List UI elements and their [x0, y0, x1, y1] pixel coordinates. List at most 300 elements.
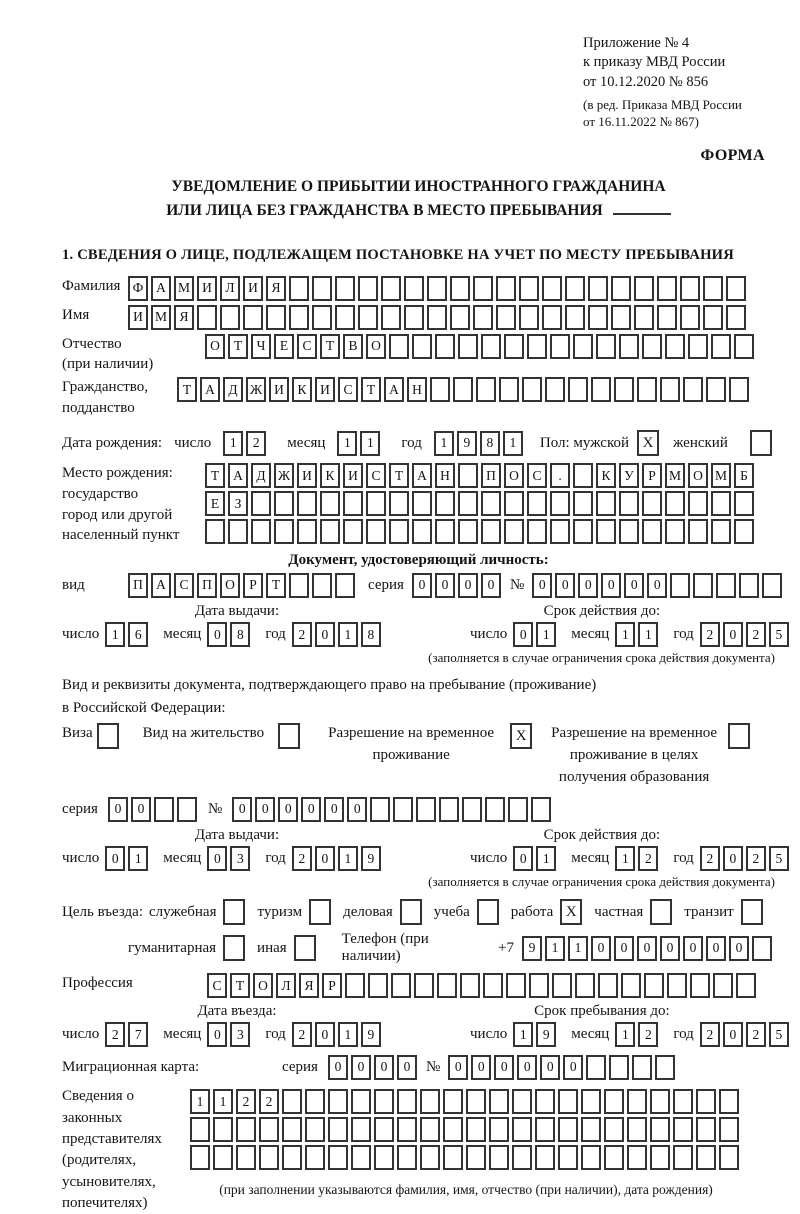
char-cell[interactable]: [381, 305, 401, 330]
day-cell[interactable]: 9: [536, 1022, 556, 1047]
char-cell[interactable]: [312, 305, 332, 330]
char-cell[interactable]: А: [228, 463, 248, 488]
char-cell[interactable]: [734, 334, 754, 359]
year-cell[interactable]: 2: [292, 1022, 312, 1047]
char-cell[interactable]: Ж: [246, 377, 266, 402]
char-cell[interactable]: П: [481, 463, 501, 488]
char-cell[interactable]: [351, 1117, 371, 1142]
year-cell[interactable]: 0: [315, 846, 335, 871]
char-cell[interactable]: 0: [729, 936, 749, 961]
char-cell[interactable]: [397, 1089, 417, 1114]
char-cell[interactable]: [711, 491, 731, 516]
char-cell[interactable]: [703, 305, 723, 330]
char-cell[interactable]: [673, 1089, 693, 1114]
char-cell[interactable]: [729, 377, 749, 402]
char-cell[interactable]: [506, 973, 526, 998]
char-cell[interactable]: Р: [642, 463, 662, 488]
char-cell[interactable]: [690, 973, 710, 998]
char-cell[interactable]: И: [128, 305, 148, 330]
char-cell[interactable]: [259, 1117, 279, 1142]
char-cell[interactable]: [575, 973, 595, 998]
year-cell[interactable]: 2: [700, 622, 720, 647]
char-cell[interactable]: 8: [480, 431, 500, 456]
char-cell[interactable]: [642, 519, 662, 544]
char-cell[interactable]: [450, 276, 470, 301]
char-cell[interactable]: 0: [374, 1055, 394, 1080]
char-cell[interactable]: [739, 573, 759, 598]
char-cell[interactable]: [586, 1055, 606, 1080]
char-cell[interactable]: [381, 276, 401, 301]
char-cell[interactable]: [644, 973, 664, 998]
char-cell[interactable]: И: [269, 377, 289, 402]
char-cell[interactable]: [573, 463, 593, 488]
char-cell[interactable]: Т: [361, 377, 381, 402]
char-cell[interactable]: [550, 491, 570, 516]
char-cell[interactable]: [389, 334, 409, 359]
char-cell[interactable]: [611, 276, 631, 301]
char-cell[interactable]: [535, 1117, 555, 1142]
char-cell[interactable]: [335, 573, 355, 598]
char-cell[interactable]: [665, 334, 685, 359]
char-cell[interactable]: К: [320, 463, 340, 488]
char-cell[interactable]: Т: [177, 377, 197, 402]
char-cell[interactable]: [460, 973, 480, 998]
char-cell[interactable]: [485, 797, 505, 822]
char-cell[interactable]: [519, 276, 539, 301]
year-cell[interactable]: 0: [723, 622, 743, 647]
char-cell[interactable]: А: [384, 377, 404, 402]
char-cell[interactable]: [297, 519, 317, 544]
char-cell[interactable]: [236, 1117, 256, 1142]
char-cell[interactable]: [519, 305, 539, 330]
day-cell[interactable]: 7: [128, 1022, 148, 1047]
day-cell[interactable]: 6: [128, 622, 148, 647]
char-cell[interactable]: 0: [540, 1055, 560, 1080]
char-cell[interactable]: [545, 377, 565, 402]
char-cell[interactable]: Д: [251, 463, 271, 488]
month-cell[interactable]: 0: [207, 622, 227, 647]
char-cell[interactable]: [412, 491, 432, 516]
char-cell[interactable]: [604, 1089, 624, 1114]
year-cell[interactable]: 0: [723, 846, 743, 871]
char-cell[interactable]: [282, 1117, 302, 1142]
char-cell[interactable]: [627, 1145, 647, 1170]
char-cell[interactable]: [274, 491, 294, 516]
char-cell[interactable]: 2: [246, 431, 266, 456]
day-cell[interactable]: 1: [128, 846, 148, 871]
char-cell[interactable]: [251, 491, 271, 516]
char-cell[interactable]: [558, 1145, 578, 1170]
char-cell[interactable]: [632, 1055, 652, 1080]
char-cell[interactable]: [397, 1145, 417, 1170]
char-cell[interactable]: [696, 1117, 716, 1142]
char-cell[interactable]: 0: [578, 573, 598, 598]
char-cell[interactable]: [696, 1145, 716, 1170]
char-cell[interactable]: 0: [614, 936, 634, 961]
char-cell[interactable]: [205, 519, 225, 544]
char-cell[interactable]: [762, 573, 782, 598]
char-cell[interactable]: [512, 1089, 532, 1114]
char-cell[interactable]: К: [292, 377, 312, 402]
year-cell[interactable]: 9: [361, 846, 381, 871]
char-cell[interactable]: [412, 334, 432, 359]
char-cell[interactable]: [581, 1089, 601, 1114]
char-cell[interactable]: [588, 276, 608, 301]
char-cell[interactable]: О: [220, 573, 240, 598]
char-cell[interactable]: [476, 377, 496, 402]
char-cell[interactable]: [688, 491, 708, 516]
char-cell[interactable]: [683, 377, 703, 402]
char-cell[interactable]: Н: [407, 377, 427, 402]
char-cell[interactable]: [573, 334, 593, 359]
char-cell[interactable]: [688, 334, 708, 359]
char-cell[interactable]: [604, 1145, 624, 1170]
char-cell[interactable]: С: [297, 334, 317, 359]
char-cell[interactable]: [177, 797, 197, 822]
char-cell[interactable]: [637, 377, 657, 402]
char-cell[interactable]: [726, 305, 746, 330]
char-cell[interactable]: [642, 334, 662, 359]
char-cell[interactable]: [596, 334, 616, 359]
char-cell[interactable]: [581, 1145, 601, 1170]
char-cell[interactable]: [391, 973, 411, 998]
char-cell[interactable]: 0: [347, 797, 367, 822]
char-cell[interactable]: 0: [601, 573, 621, 598]
day-cell[interactable]: 1: [536, 622, 556, 647]
char-cell[interactable]: [328, 1145, 348, 1170]
char-cell[interactable]: И: [243, 276, 263, 301]
year-cell[interactable]: 0: [315, 622, 335, 647]
year-cell[interactable]: 5: [769, 1022, 789, 1047]
char-cell[interactable]: С: [207, 973, 227, 998]
purpose-private-checkbox[interactable]: [650, 899, 672, 925]
char-cell[interactable]: А: [151, 276, 171, 301]
purpose-official-checkbox[interactable]: [223, 899, 245, 925]
char-cell[interactable]: [458, 491, 478, 516]
char-cell[interactable]: О: [253, 973, 273, 998]
char-cell[interactable]: [619, 519, 639, 544]
year-cell[interactable]: 1: [338, 622, 358, 647]
char-cell[interactable]: [289, 305, 309, 330]
char-cell[interactable]: 0: [637, 936, 657, 961]
char-cell[interactable]: [634, 276, 654, 301]
char-cell[interactable]: Т: [228, 334, 248, 359]
char-cell[interactable]: [614, 377, 634, 402]
char-cell[interactable]: Л: [220, 276, 240, 301]
char-cell[interactable]: 0: [255, 797, 275, 822]
year-cell[interactable]: 5: [769, 622, 789, 647]
char-cell[interactable]: С: [338, 377, 358, 402]
char-cell[interactable]: Н: [435, 463, 455, 488]
char-cell[interactable]: Е: [274, 334, 294, 359]
char-cell[interactable]: [619, 334, 639, 359]
char-cell[interactable]: Е: [205, 491, 225, 516]
char-cell[interactable]: [496, 305, 516, 330]
char-cell[interactable]: Т: [320, 334, 340, 359]
char-cell[interactable]: [374, 1117, 394, 1142]
char-cell[interactable]: [335, 305, 355, 330]
char-cell[interactable]: Т: [230, 973, 250, 998]
char-cell[interactable]: [642, 491, 662, 516]
char-cell[interactable]: [389, 519, 409, 544]
month-cell[interactable]: 8: [230, 622, 250, 647]
char-cell[interactable]: 0: [351, 1055, 371, 1080]
char-cell[interactable]: [508, 797, 528, 822]
char-cell[interactable]: [598, 973, 618, 998]
char-cell[interactable]: М: [711, 463, 731, 488]
char-cell[interactable]: [414, 973, 434, 998]
char-cell[interactable]: 9: [457, 431, 477, 456]
char-cell[interactable]: [335, 276, 355, 301]
char-cell[interactable]: В: [343, 334, 363, 359]
char-cell[interactable]: [243, 305, 263, 330]
char-cell[interactable]: Ф: [128, 276, 148, 301]
char-cell[interactable]: 0: [555, 573, 575, 598]
year-cell[interactable]: 2: [746, 846, 766, 871]
char-cell[interactable]: [716, 573, 736, 598]
char-cell[interactable]: 9: [522, 936, 542, 961]
char-cell[interactable]: [489, 1117, 509, 1142]
char-cell[interactable]: [611, 305, 631, 330]
char-cell[interactable]: [604, 1117, 624, 1142]
char-cell[interactable]: [282, 1089, 302, 1114]
char-cell[interactable]: [343, 519, 363, 544]
char-cell[interactable]: 1: [360, 431, 380, 456]
char-cell[interactable]: .: [550, 463, 570, 488]
char-cell[interactable]: [435, 519, 455, 544]
char-cell[interactable]: [568, 377, 588, 402]
char-cell[interactable]: [404, 276, 424, 301]
visa-checkbox[interactable]: [97, 723, 119, 749]
char-cell[interactable]: 0: [481, 573, 501, 598]
char-cell[interactable]: [719, 1145, 739, 1170]
char-cell[interactable]: И: [315, 377, 335, 402]
char-cell[interactable]: [588, 305, 608, 330]
char-cell[interactable]: [619, 491, 639, 516]
char-cell[interactable]: [351, 1089, 371, 1114]
char-cell[interactable]: [609, 1055, 629, 1080]
char-cell[interactable]: [558, 1089, 578, 1114]
char-cell[interactable]: С: [366, 463, 386, 488]
purpose-other-checkbox[interactable]: [294, 935, 316, 961]
char-cell[interactable]: 1: [434, 431, 454, 456]
residence-permit-checkbox[interactable]: [278, 723, 300, 749]
char-cell[interactable]: [320, 491, 340, 516]
char-cell[interactable]: [550, 519, 570, 544]
char-cell[interactable]: Б: [734, 463, 754, 488]
char-cell[interactable]: 0: [131, 797, 151, 822]
char-cell[interactable]: [736, 973, 756, 998]
month-cell[interactable]: 2: [638, 846, 658, 871]
char-cell[interactable]: 0: [232, 797, 252, 822]
char-cell[interactable]: [706, 377, 726, 402]
year-cell[interactable]: 2: [700, 1022, 720, 1047]
char-cell[interactable]: [416, 797, 436, 822]
sex-male-checkbox[interactable]: X: [637, 430, 659, 456]
char-cell[interactable]: [558, 1117, 578, 1142]
char-cell[interactable]: [565, 305, 585, 330]
char-cell[interactable]: [693, 573, 713, 598]
char-cell[interactable]: [527, 519, 547, 544]
char-cell[interactable]: Р: [243, 573, 263, 598]
month-cell[interactable]: 3: [230, 1022, 250, 1047]
char-cell[interactable]: 1: [503, 431, 523, 456]
year-cell[interactable]: 2: [746, 1022, 766, 1047]
char-cell[interactable]: [427, 305, 447, 330]
char-cell[interactable]: [680, 305, 700, 330]
char-cell[interactable]: [596, 491, 616, 516]
char-cell[interactable]: [236, 1145, 256, 1170]
char-cell[interactable]: [430, 377, 450, 402]
year-cell[interactable]: 2: [292, 846, 312, 871]
char-cell[interactable]: [670, 573, 690, 598]
char-cell[interactable]: [483, 973, 503, 998]
char-cell[interactable]: К: [596, 463, 616, 488]
char-cell[interactable]: [596, 519, 616, 544]
char-cell[interactable]: [552, 973, 572, 998]
char-cell[interactable]: [328, 1117, 348, 1142]
purpose-study-checkbox[interactable]: [477, 899, 499, 925]
purpose-tourism-checkbox[interactable]: [309, 899, 331, 925]
char-cell[interactable]: [512, 1145, 532, 1170]
char-cell[interactable]: [345, 973, 365, 998]
char-cell[interactable]: [453, 377, 473, 402]
char-cell[interactable]: [458, 463, 478, 488]
char-cell[interactable]: [458, 519, 478, 544]
char-cell[interactable]: [696, 1089, 716, 1114]
month-cell[interactable]: 1: [638, 622, 658, 647]
char-cell[interactable]: Д: [223, 377, 243, 402]
char-cell[interactable]: [665, 519, 685, 544]
char-cell[interactable]: [462, 797, 482, 822]
char-cell[interactable]: [312, 276, 332, 301]
char-cell[interactable]: С: [527, 463, 547, 488]
day-cell[interactable]: 1: [105, 622, 125, 647]
char-cell[interactable]: Л: [276, 973, 296, 998]
char-cell[interactable]: 1: [568, 936, 588, 961]
char-cell[interactable]: [397, 1117, 417, 1142]
char-cell[interactable]: [320, 519, 340, 544]
char-cell[interactable]: [213, 1145, 233, 1170]
char-cell[interactable]: 0: [624, 573, 644, 598]
day-cell[interactable]: 1: [513, 1022, 533, 1047]
char-cell[interactable]: М: [174, 276, 194, 301]
char-cell[interactable]: [504, 334, 524, 359]
char-cell[interactable]: [466, 1145, 486, 1170]
char-cell[interactable]: 1: [337, 431, 357, 456]
year-cell[interactable]: 1: [338, 1022, 358, 1047]
char-cell[interactable]: [667, 973, 687, 998]
char-cell[interactable]: 0: [448, 1055, 468, 1080]
char-cell[interactable]: [535, 1089, 555, 1114]
char-cell[interactable]: Я: [299, 973, 319, 998]
day-cell[interactable]: 0: [105, 846, 125, 871]
char-cell[interactable]: Р: [322, 973, 342, 998]
char-cell[interactable]: [289, 573, 309, 598]
char-cell[interactable]: [450, 305, 470, 330]
char-cell[interactable]: 0: [412, 573, 432, 598]
char-cell[interactable]: [282, 1145, 302, 1170]
char-cell[interactable]: [443, 1145, 463, 1170]
char-cell[interactable]: 2: [236, 1089, 256, 1114]
char-cell[interactable]: [657, 305, 677, 330]
char-cell[interactable]: У: [619, 463, 639, 488]
char-cell[interactable]: 0: [517, 1055, 537, 1080]
char-cell[interactable]: О: [504, 463, 524, 488]
char-cell[interactable]: [374, 1089, 394, 1114]
char-cell[interactable]: [542, 276, 562, 301]
char-cell[interactable]: [473, 276, 493, 301]
char-cell[interactable]: [251, 519, 271, 544]
purpose-transit-checkbox[interactable]: [741, 899, 763, 925]
year-cell[interactable]: 5: [769, 846, 789, 871]
char-cell[interactable]: [673, 1145, 693, 1170]
char-cell[interactable]: [504, 491, 524, 516]
char-cell[interactable]: З: [228, 491, 248, 516]
char-cell[interactable]: Т: [389, 463, 409, 488]
char-cell[interactable]: 0: [458, 573, 478, 598]
char-cell[interactable]: [719, 1089, 739, 1114]
char-cell[interactable]: [655, 1055, 675, 1080]
char-cell[interactable]: Ж: [274, 463, 294, 488]
char-cell[interactable]: П: [197, 573, 217, 598]
year-cell[interactable]: 0: [315, 1022, 335, 1047]
char-cell[interactable]: 0: [278, 797, 298, 822]
year-cell[interactable]: 0: [723, 1022, 743, 1047]
char-cell[interactable]: [220, 305, 240, 330]
char-cell[interactable]: [374, 1145, 394, 1170]
char-cell[interactable]: П: [128, 573, 148, 598]
char-cell[interactable]: [565, 276, 585, 301]
char-cell[interactable]: [573, 491, 593, 516]
char-cell[interactable]: [481, 334, 501, 359]
char-cell[interactable]: [734, 491, 754, 516]
char-cell[interactable]: Ч: [251, 334, 271, 359]
char-cell[interactable]: [550, 334, 570, 359]
char-cell[interactable]: [581, 1117, 601, 1142]
month-cell[interactable]: 0: [207, 846, 227, 871]
char-cell[interactable]: [366, 519, 386, 544]
char-cell[interactable]: [154, 797, 174, 822]
char-cell[interactable]: [393, 797, 413, 822]
char-cell[interactable]: [657, 276, 677, 301]
char-cell[interactable]: 0: [435, 573, 455, 598]
char-cell[interactable]: 0: [397, 1055, 417, 1080]
char-cell[interactable]: [726, 276, 746, 301]
char-cell[interactable]: А: [151, 573, 171, 598]
char-cell[interactable]: [420, 1089, 440, 1114]
char-cell[interactable]: [266, 305, 286, 330]
char-cell[interactable]: [481, 519, 501, 544]
char-cell[interactable]: [481, 491, 501, 516]
char-cell[interactable]: И: [343, 463, 363, 488]
char-cell[interactable]: 0: [324, 797, 344, 822]
char-cell[interactable]: 0: [471, 1055, 491, 1080]
char-cell[interactable]: Т: [266, 573, 286, 598]
char-cell[interactable]: [228, 519, 248, 544]
char-cell[interactable]: [259, 1145, 279, 1170]
char-cell[interactable]: [680, 276, 700, 301]
year-cell[interactable]: 1: [338, 846, 358, 871]
char-cell[interactable]: [621, 973, 641, 998]
char-cell[interactable]: [328, 1089, 348, 1114]
char-cell[interactable]: [634, 305, 654, 330]
char-cell[interactable]: [439, 797, 459, 822]
char-cell[interactable]: [703, 276, 723, 301]
char-cell[interactable]: [650, 1089, 670, 1114]
char-cell[interactable]: [466, 1089, 486, 1114]
char-cell[interactable]: [213, 1117, 233, 1142]
